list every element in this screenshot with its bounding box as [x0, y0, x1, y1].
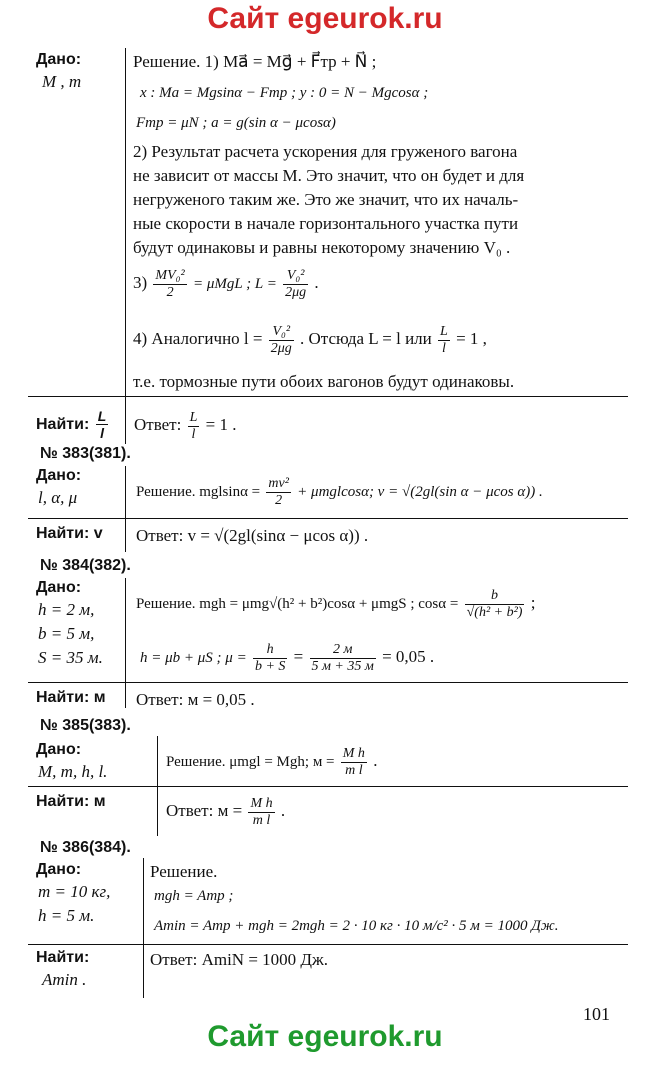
problem-title-386: № 386(384). — [40, 839, 131, 856]
given-h: h = 5 м. — [38, 906, 95, 925]
horizontal-divider — [28, 396, 628, 397]
given-label: Дано: — [36, 579, 82, 596]
solution-385: Решение. μmgl = Mgh; м = $\frac{\text{M h}}{\text{m l}}$ . — [166, 745, 378, 778]
fraction: $\frac{\text{M h}}{\text{m l}}$ — [250, 795, 273, 828]
site-watermark-top: Сайт egeurok.ru — [207, 2, 443, 35]
find-label-385: Найти: м — [36, 793, 106, 810]
problem-title-383: № 383(381). — [40, 445, 131, 462]
solution-step-2-line-1: 2) Результат расчета ускорения для груженого вагона — [133, 142, 518, 161]
horizontal-divider — [28, 786, 628, 787]
step-3-middle: = μMgL ; L = — [192, 276, 277, 292]
find-block: Найти: $\frac{L}{l}$ — [36, 408, 107, 442]
horizontal-divider — [28, 518, 628, 519]
fraction: $\frac{\text{MV₀²}}{2}$ — [155, 267, 185, 300]
solution-projections: x : Ma = Mgsinα − Fтр ; y : 0 = N − Mgcosα ; — [140, 85, 429, 101]
vertical-divider — [125, 48, 126, 398]
fraction: $\frac{\text{V₀²}}{2\mu g}$ — [270, 323, 292, 356]
find-label-384: Найти: м — [36, 689, 106, 706]
fraction: $\frac{\text{mv²}}{2}$ — [268, 475, 289, 508]
solution-386-line-2: Amin = Amp + mgh = 2mgh = 2 · 10 кг · 10 м/с² · 5 м = 1000 Дж. — [154, 918, 559, 934]
solution-386-head: Решение. — [150, 862, 218, 881]
find-label-386: Найти: — [36, 949, 90, 966]
solution-384-line-2: h = μb + μS ; μ = $\frac{h}{b + S}$ = $\frac{2 м}{5 м + 35 м}$ = 0,05 . — [140, 641, 435, 674]
given-vars: M , m — [42, 72, 82, 91]
fraction: $\frac{\text{M h}}{\text{m l}}$ — [342, 745, 365, 778]
vertical-divider — [125, 466, 126, 552]
solution-step-3: 3) $\frac{\text{MV₀²}}{2}$ = μMgL ; L = $\frac{\text{V₀²}}{2\mu g}$ . — [133, 267, 319, 300]
given-vars: M, m, h, l. — [38, 762, 108, 781]
solution-step-2-line-4: ные скорости в начале горизонтального участка пути — [133, 214, 519, 233]
answer-block: Ответ: $\frac{L}{l}$ = 1 . — [134, 409, 237, 442]
vertical-divider — [125, 398, 126, 444]
answer-386: Ответ: AmiN = 1000 Дж. — [150, 950, 329, 969]
solution-386-line-1: mgh = Amp ; — [154, 888, 234, 904]
given-label: Дано: — [36, 51, 82, 68]
fraction: $\frac{b}{\text{√(h² + b²)}}$ — [466, 587, 523, 620]
problem-title-384: № 384(382). — [40, 557, 131, 574]
given-m: m = 10 кг, — [38, 882, 111, 901]
problem-title-385: № 385(383). — [40, 717, 131, 734]
solution-conclusion: т.е. тормозные пути обоих вагонов будут одинаковы. — [133, 372, 515, 391]
solution-383: Решение. mglsinα = $\frac{\text{mv²}}{2}$ + μmglcosα; v = √(2gl(sin α − μcos α)) . — [136, 475, 543, 508]
given-label: Дано: — [36, 861, 82, 878]
given-label: Дано: — [36, 467, 82, 484]
solution-384-line-1: Решение. mgh = μmg√(h² + b²)cosα + μmgS ; cosα = $\frac{b}{\text{√(h² + b²)}}$ ; — [136, 587, 536, 620]
vertical-divider — [125, 578, 126, 708]
step-4-middle: . Отсюда L = l или — [300, 329, 432, 348]
solution-step-2-line-3: негруженого таким же. Это же значит, что их началь- — [133, 190, 519, 209]
find-label-383: Найти: v — [36, 525, 103, 542]
answer-384: Ответ: м = 0,05 . — [136, 690, 255, 709]
step-4-prefix: 4) Аналогично l = — [133, 329, 263, 348]
fraction: $\frac{L}{l}$ — [189, 409, 198, 442]
answer-385: Ответ: м = $\frac{\text{M h}}{\text{m l}}$ . — [166, 795, 286, 828]
vertical-divider — [143, 858, 144, 998]
site-watermark-bottom: Сайт egeurok.ru — [207, 1020, 443, 1053]
solution-step-2-line-2: не зависит от массы M. Это значит, что он будет и для — [133, 166, 525, 185]
solution-step-1: Решение. 1) Ma⃗ = Mg⃗ + F⃗тр + N⃗ ; — [133, 52, 377, 71]
given-b: b = 5 м, — [38, 624, 95, 643]
given-s: S = 35 м. — [38, 648, 103, 667]
fraction: $\frac{L}{l}$ — [97, 408, 107, 442]
horizontal-divider — [28, 682, 628, 683]
given-label: Дано: — [36, 741, 82, 758]
fraction: $\frac{\text{V₀²}}{2\mu g}$ — [285, 267, 307, 300]
solution-friction: Fтр = μN ; a = g(sin α − μcosα) — [136, 115, 336, 131]
fraction: $\frac{L}{l}$ — [440, 323, 448, 356]
step-3-prefix: 3) — [133, 273, 148, 292]
answer-383: Ответ: v = √(2gl(sinα − μcos α)) . — [136, 526, 369, 545]
solution-step-2-line-5: будут одинаковы и равны некоторому значению V₀ . — [133, 238, 511, 257]
solution-step-4: 4) Аналогично l = $\frac{\text{V₀²}}{2\mu g}$ . Отсюда L = l или $\frac{L}{l}$ = 1 , — [133, 323, 487, 356]
horizontal-divider — [28, 944, 628, 945]
given-vars: l, α, μ — [38, 488, 78, 507]
page-number: 101 — [583, 1004, 610, 1024]
given-h: h = 2 м, — [38, 600, 95, 619]
fraction: $\frac{h}{b + S}$ — [254, 641, 286, 674]
find-var-386: Amin . — [42, 970, 87, 989]
fraction: $\frac{2 м}{5 м + 35 м}$ — [311, 641, 374, 674]
